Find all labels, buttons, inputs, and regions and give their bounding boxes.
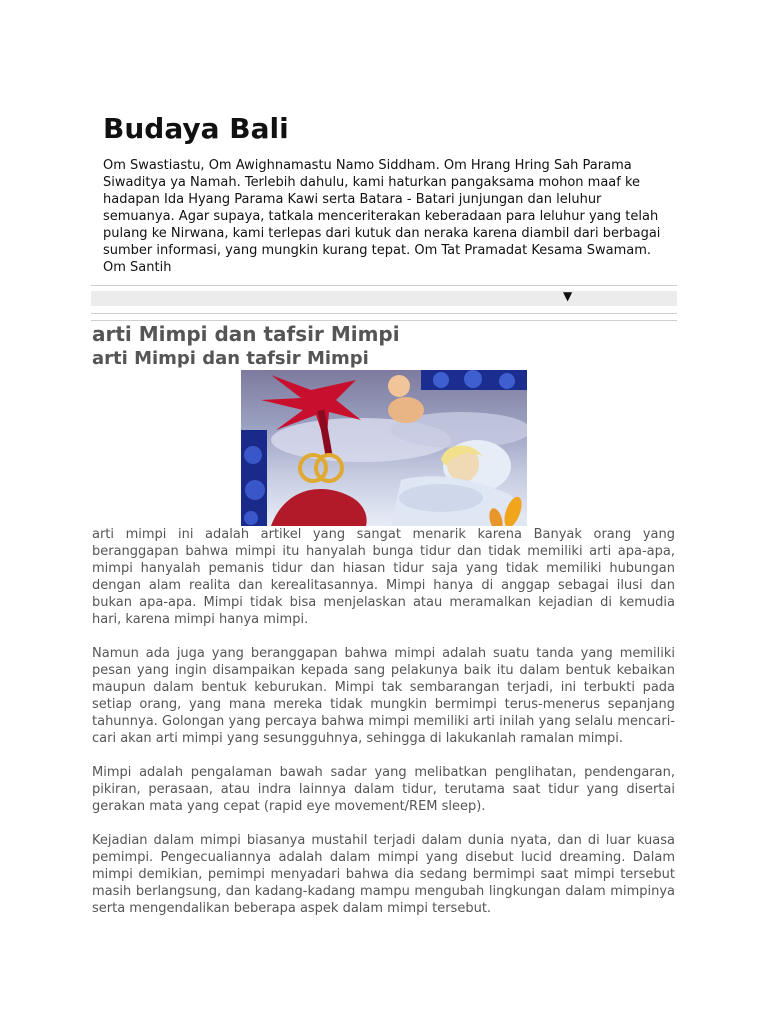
post-paragraph: Kejadian dalam mimpi biasanya mustahil terjadi dalam dunia nyata, dan di luar kuasa pemimpi. Pengecualiannya adalah dalam mimpi yang disebut lucid dreaming. Dalam mimpi demikian, pemimpi menyadari bahwa dia sedang bermimpi saat mimpi tersebut masih berlangsung, dan kadang-kadang mampu mengubah lingkungan dalam mimpinya serta mengendalikan beberapa aspek dalam mimpi tersebut. [92, 833, 675, 916]
post-subtitle: arti Mimpi dan tafsir Mimpi [92, 348, 369, 369]
blog-description: Om Swastiastu, Om Awighnamastu Namo Siddham. Om Hrang Hring Sah Parama Siwaditya ya Namah. Terlebih dahulu, kami haturkan pangaksama mohon maaf ke hadapan Ida Hyang Parama Kawi serta Batara - Batari junjungan dan leluhur semuanya. Agar supaya, tatkala menceriterakan keberadaan para leluhur yang telah pulang ke Nirwana, kami terlepas dari kutuk dan neraka karena diambil dari berbagai sumber informasi, yang mungkin kurang tepat. Om Tat Pramadat Kesama Swamam. Om Santih [103, 158, 661, 275]
post-body [92, 526, 675, 934]
navigation-bar [91, 291, 677, 306]
divider [91, 285, 677, 286]
dream-illustration-image [241, 370, 527, 526]
blog-title: Budaya Bali [103, 112, 289, 145]
post-paragraph: arti mimpi ini adalah artikel yang sangat menarik karena Banyak orang yang beranggapan bahwa mimpi itu hanyalah bunga tidur dan tidak memiliki arti apa-apa, mimpi hanyalah pemanis tidur dan hiasan tidur saja yang tidak memiliki hubungan dengan alam realita dan kerealitasannya. Mimpi hanya di anggap sebagai ilusi dan bukan apa-apa. Mimpi tidak bisa menjelaskan atau meramalkan kejadian di kemudia hari, karena mimpi hanya mimpi. [92, 527, 675, 627]
divider [91, 320, 677, 321]
post-paragraph: Mimpi adalah pengalaman bawah sadar yang melibatkan penglihatan, pendengaran, pikiran, perasaan, atau indra lainnya dalam tidur, terutama saat tidur yang disertai gerakan mata yang cepat (rapid eye movement/REM sleep). [92, 765, 675, 814]
divider [91, 313, 677, 314]
post-paragraph: Namun ada juga yang beranggapan bahwa mimpi adalah suatu tanda yang memiliki pesan yang ingin disampaikan kepada sang pelakunya baik itu dalam bentuk kebaikan maupun dalam bentuk keburukan. Mimpi tak sembarangan terjadi, ini terbukti pada setiap orang, yang mana mereka tidak mungkin bermimpi terus-menerus sepanjang tahunnya. Golongan yang percaya bahwa mimpi memiliki arti inilah yang selalu mencari-cari akan arti mimpi yang sesungguhnya, sehingga di lakukanlah ramalan mimpi. [92, 646, 675, 746]
post-title[interactable]: arti Mimpi dan tafsir Mimpi [92, 322, 400, 346]
dropdown-arrow-icon[interactable]: ▼ [563, 289, 573, 303]
